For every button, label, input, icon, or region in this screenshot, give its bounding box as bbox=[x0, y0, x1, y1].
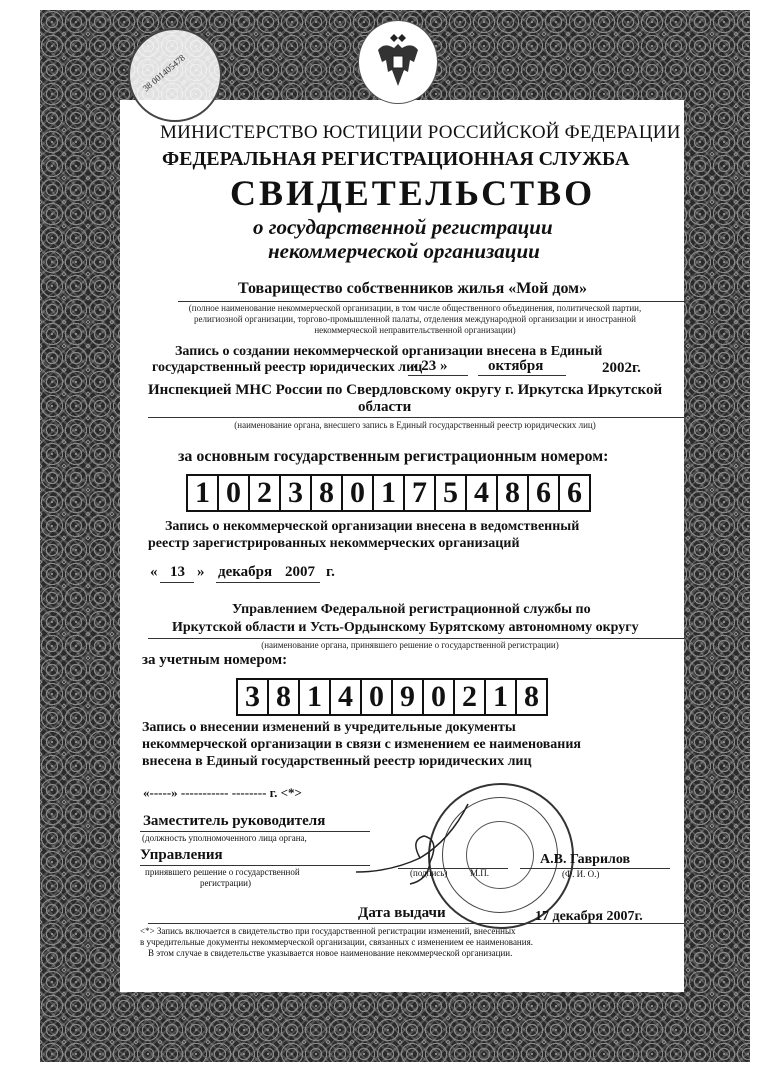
ogrn-digit: 5 bbox=[434, 474, 467, 512]
decision-body-caption: (наименование органа, принявшего решение о государственной регистрации) bbox=[261, 640, 559, 650]
issue-date: 17 декабря 2007г. bbox=[535, 909, 643, 924]
org-name-underline bbox=[178, 301, 684, 302]
changes-line1: Запись о внесении изменений в учредительные документы bbox=[142, 720, 516, 735]
creation-year: 2002г. bbox=[602, 360, 641, 376]
changes-date-placeholder: «-----» ----------- -------- г. <*> bbox=[143, 785, 302, 800]
dept-date-open: « bbox=[150, 564, 158, 580]
account-digit: 9 bbox=[391, 678, 424, 716]
creation-month: октября bbox=[488, 358, 544, 374]
dept-date-year-suffix: г. bbox=[326, 564, 335, 580]
changes-line3: внесена в Единый государственный реестр юридических лиц bbox=[142, 754, 532, 769]
ogrn-number bbox=[186, 474, 589, 512]
ogrn-digit: 6 bbox=[558, 474, 591, 512]
creation-day: « 23 » bbox=[410, 358, 448, 374]
record-creation-line1: Запись о создании некоммерческой организации внесена в Единый bbox=[175, 344, 603, 359]
ogrn-digit: 6 bbox=[527, 474, 560, 512]
signatory-position: Заместитель руководителя bbox=[143, 813, 326, 829]
department-caption-1: принявшего решение о государственной bbox=[145, 867, 300, 877]
registering-authority-line1: Инспекцией МНС России по Свердловскому округу г. Иркутска Иркутской bbox=[148, 382, 663, 398]
dept-date-month: декабря bbox=[218, 564, 273, 580]
footnote-line2: в учредительные документы некоммерческой организации, связанных с изменением ее наименования. bbox=[140, 937, 533, 947]
creation-month-underline bbox=[478, 375, 566, 376]
ogrn-digit: 8 bbox=[310, 474, 343, 512]
certificate-subtitle-2: некоммерческой организации bbox=[268, 239, 540, 263]
dept-month-underline bbox=[216, 582, 320, 583]
account-digit: 1 bbox=[298, 678, 331, 716]
account-digit: 8 bbox=[267, 678, 300, 716]
signatory-department: Управления bbox=[140, 847, 223, 863]
ogrn-digit: 1 bbox=[186, 474, 219, 512]
certificate-subtitle-1: о государственной регистрации bbox=[253, 215, 553, 239]
org-name-caption: (полное наименование некоммерческой организации, в том числе общественного объединения, политической партии, религиозной организации, торгово-промышленной палаты, отделения международной организации и иностранной некоммерческой неправительственной организации) bbox=[188, 303, 642, 335]
account-number bbox=[236, 678, 546, 716]
decision-body-line1: Управлением Федеральной регистрационной службы по bbox=[232, 602, 591, 617]
signatory-name: А.В. Гаврилов bbox=[540, 852, 631, 867]
ogrn-digit: 4 bbox=[465, 474, 498, 512]
serial-stamp bbox=[128, 28, 222, 122]
ogrn-digit: 8 bbox=[496, 474, 529, 512]
name-caption: (Ф. И. О.) bbox=[562, 869, 600, 879]
serial-number: 38 001405478 bbox=[140, 52, 187, 94]
position-caption: (должность уполномоченного лица органа, bbox=[142, 833, 307, 843]
certificate-title: СВИДЕТЕЛЬСТВО bbox=[230, 173, 596, 213]
account-digit: 2 bbox=[453, 678, 486, 716]
coat-of-arms-icon bbox=[358, 20, 438, 104]
account-digit: 4 bbox=[329, 678, 362, 716]
account-digit: 3 bbox=[236, 678, 269, 716]
footnote-line3: В этом случае в свидетельстве указывается новое наименование некоммерческой организации. bbox=[148, 948, 513, 958]
dept-day-underline bbox=[160, 582, 194, 583]
ogrn-digit: 0 bbox=[341, 474, 374, 512]
department-caption-2: регистрации) bbox=[200, 878, 251, 888]
organization-name: Товарищество собственников жилья «Мой дом» bbox=[238, 280, 588, 297]
dept-date-year: 2007 bbox=[285, 564, 315, 580]
authority-caption: (наименование органа, внесшего запись в Единый государственный реестр юридических лиц) bbox=[234, 420, 596, 430]
position-underline bbox=[140, 831, 370, 832]
account-digit: 0 bbox=[422, 678, 455, 716]
ogrn-digit: 7 bbox=[403, 474, 436, 512]
account-digit: 8 bbox=[515, 678, 548, 716]
service-title: ФЕДЕРАЛЬНАЯ РЕГИСТРАЦИОННАЯ СЛУЖБА bbox=[162, 148, 630, 170]
account-digit: 0 bbox=[360, 678, 393, 716]
issue-underline bbox=[148, 923, 684, 924]
dept-record-line1: Запись о некоммерческой организации внесена в ведомственный bbox=[165, 519, 580, 534]
seal-place-mark: М.П. bbox=[470, 868, 490, 878]
dept-date-day: 13 bbox=[170, 564, 185, 580]
account-digit: 1 bbox=[484, 678, 517, 716]
ogrn-digit: 2 bbox=[248, 474, 281, 512]
registering-authority-line2: области bbox=[358, 399, 412, 415]
dept-record-line2: реестр зарегистрированных некоммерческих организаций bbox=[148, 536, 520, 551]
decision-body-underline bbox=[148, 638, 684, 639]
signature-caption: (подпись) bbox=[410, 868, 448, 878]
footnote-line1: <*> Запись включается в свидетельство при государственной регистрации изменений, внесенных bbox=[140, 926, 516, 936]
record-creation-line2: государственный реестр юридических лиц bbox=[152, 360, 423, 375]
department-underline bbox=[140, 865, 370, 866]
issue-date-label: Дата выдачи bbox=[358, 905, 446, 921]
account-number-label: за учетным номером: bbox=[142, 652, 288, 668]
ogrn-label: за основным государственным регистрационным номером: bbox=[178, 448, 609, 465]
ogrn-digit: 1 bbox=[372, 474, 405, 512]
decision-body-line2: Иркутской области и Усть-Ордынскому Бурятскому автономному округу bbox=[172, 620, 639, 635]
ogrn-digit: 3 bbox=[279, 474, 312, 512]
ministry-title: МИНИСТЕРСТВО ЮСТИЦИИ РОССИЙСКОЙ ФЕДЕРАЦИИ bbox=[160, 122, 681, 143]
authority-underline bbox=[148, 417, 684, 418]
ogrn-digit: 0 bbox=[217, 474, 250, 512]
dept-date-close: » bbox=[197, 564, 205, 580]
creation-day-underline bbox=[408, 375, 468, 376]
changes-line2: некоммерческой организации в связи с изменением ее наименования bbox=[142, 737, 581, 752]
